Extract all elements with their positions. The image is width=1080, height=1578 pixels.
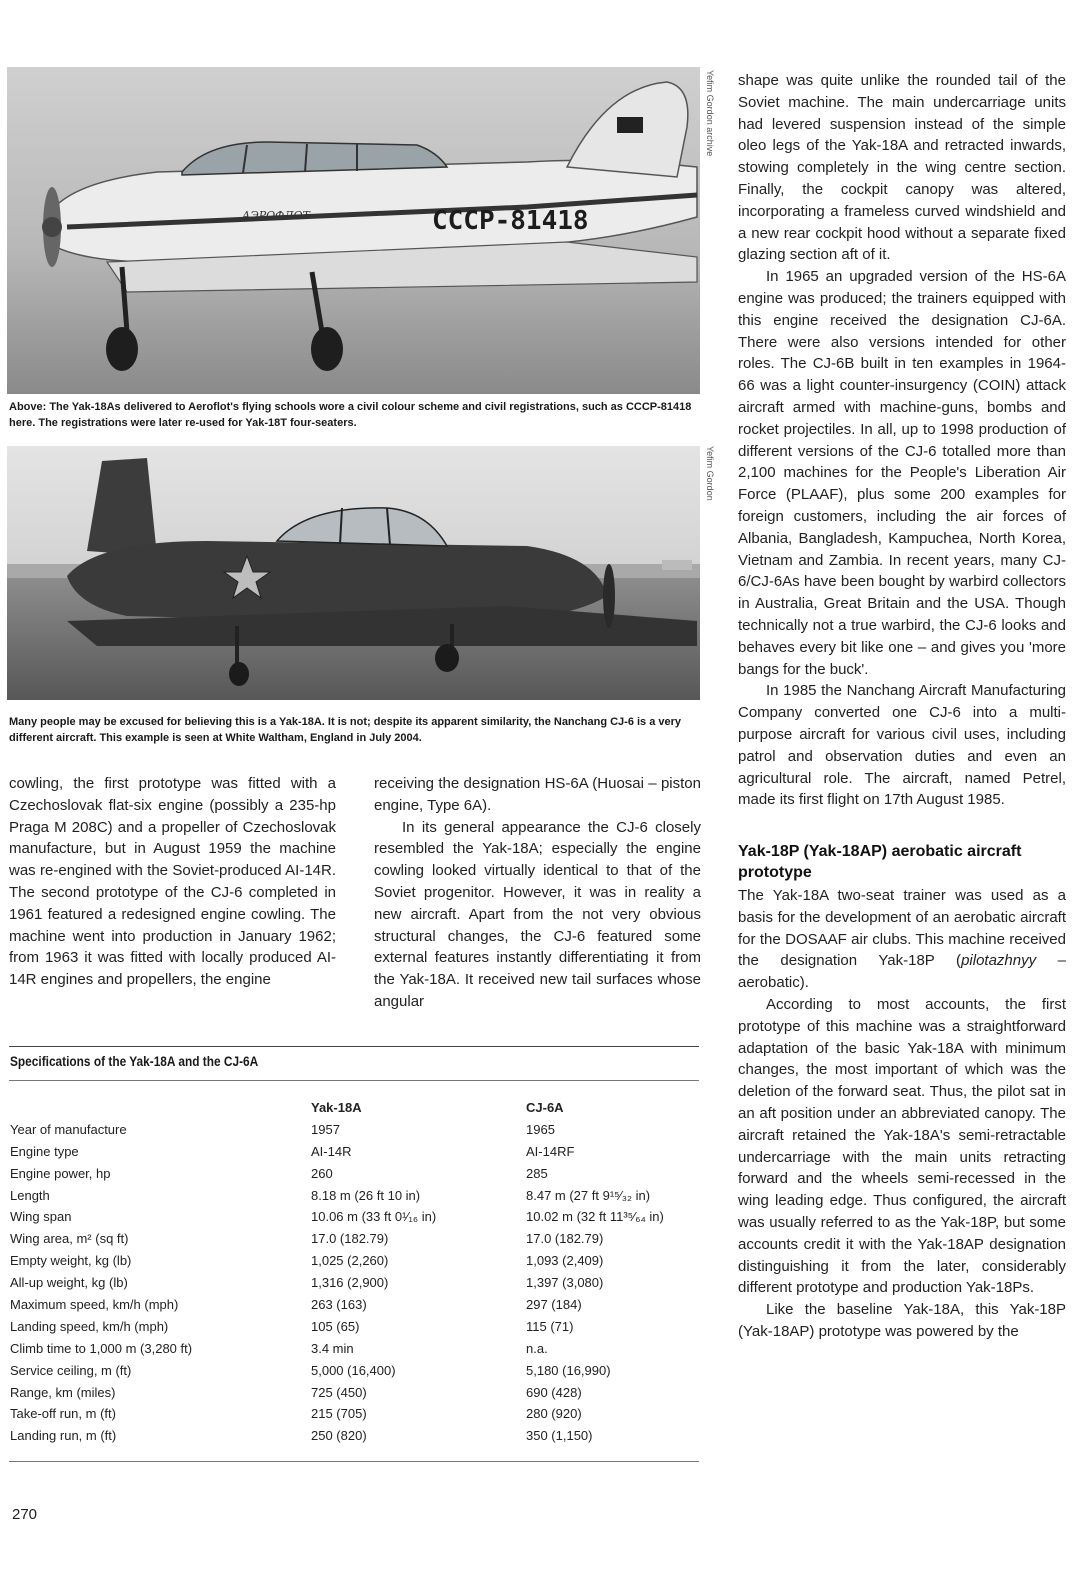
spec-value-cell: 10.06 m (33 ft 0¹⁄₁₆ in)	[311, 1209, 437, 1225]
table-row	[10, 1144, 696, 1166]
table-row	[10, 1406, 696, 1428]
spec-value-cell: 260	[311, 1165, 333, 1181]
spec-value-cell: 263 (163)	[311, 1297, 367, 1313]
table-header-cell: CJ-6A	[526, 1100, 564, 1115]
col3-paragraph-3: In 1985 the Nanchang Aircraft Manufacturing Company converted one CJ-6 into a multi-purpose aircraft for various civil uses, including patrol and observation duties and even an agricultural role. The aircraft, named Petrel, made its first flight on 17th August 1985.	[738, 682, 1066, 809]
spec-label-cell: Wing area, m² (sq ft)	[10, 1231, 129, 1247]
spec-label-cell: Engine type	[10, 1143, 79, 1159]
table-row	[10, 1341, 696, 1363]
col3-paragraph-1: shape was quite unlike the rounded tail of the Soviet machine. The main undercarriage units had levered suspension instead of the simple oleo legs of the Yak-18A and retracted inwards, stowing completely in the wing centre section. Finally, the cockpit canopy was altered, incorporating a frameless curved windshield and a new rear cockpit hood without a separate fixed glazing section aft of it.	[738, 72, 1066, 264]
spec-label-cell: Maximum speed, km/h (mph)	[10, 1297, 179, 1313]
table-row	[10, 1122, 696, 1144]
photo2-caption: Many people may be excused for believing this is a Yak-18A. It is not; despite its apparent similarity, the Nanchang CJ-6 is a very different aircraft. This example is seen at White Waltham, England in July 2004.	[9, 716, 682, 744]
spec-value-cell: 5,000 (16,400)	[311, 1362, 396, 1378]
table-row	[10, 1428, 696, 1450]
spec-value-cell: 5,180 (16,990)	[526, 1362, 611, 1378]
spec-value-cell: 725 (450)	[311, 1384, 367, 1400]
spec-label-cell: Landing run, m (ft)	[10, 1428, 117, 1444]
spec-value-cell: 350 (1,150)	[526, 1428, 593, 1444]
spec-value-cell: 3.4 min	[311, 1340, 354, 1356]
spec-value-cell: 8.47 m (27 ft 9¹⁵⁄₃₂ in)	[526, 1187, 651, 1203]
spec-label-cell: All-up weight, kg (lb)	[10, 1275, 128, 1291]
col3-p4-end: – aerobatic).	[738, 952, 1066, 992]
col3-paragraph-2: In 1965 an upgraded version of the HS-6A engine was produced; the trainers equipped with this engine received the designation CJ-6A. There were also versions intended for other roles. The CJ-6B built in ten examples in 1964-66 was a light counter-insurgency (COIN) attack aircraft armed with machine-guns, bombs and rocket projectiles. In all, up to 1998 production of different versions of the CJ-6 totalled more than 2,100 machines for the People's Liberation Air Force (PLAAF), plus some 200 examples for foreign customers, including the air forces of Albania, Bangladesh, Kampuchea, North Korea, Vietnam and Zambia. In recent years, many CJ-6/CJ-6As have been bought by warbird collectors in Australia, Great Britain and the USA. Though technically not a true warbird, the CJ-6 looks and behaves every bit like one – and gives you 'more bangs for the buck'.	[738, 268, 1066, 678]
spec-label-cell: Length	[10, 1187, 50, 1203]
spec-table-title: Specifications of the Yak-18A and the CJ-6A	[10, 1054, 259, 1069]
spec-value-cell: 105 (65)	[311, 1318, 360, 1334]
col3-paragraph-4	[738, 885, 1066, 994]
col3-p4-emphasis: pilotazhnyy	[961, 952, 1037, 970]
photo-nanchang-cj-6	[7, 446, 700, 700]
spec-value-cell: 1,025 (2,260)	[311, 1253, 389, 1269]
spec-value-cell: 1,397 (3,080)	[526, 1275, 604, 1291]
table-row	[10, 1297, 696, 1319]
table-row	[10, 1209, 696, 1231]
spec-value-cell: 10.02 m (32 ft 11³⁵⁄₆₄ in)	[526, 1209, 664, 1225]
table-row	[10, 1253, 696, 1275]
spec-value-cell: 215 (705)	[311, 1406, 367, 1422]
text-column-2	[374, 773, 701, 1013]
registration-text: CCCP-81418	[432, 206, 589, 236]
spec-value-cell: 285	[526, 1165, 548, 1181]
col2-paragraph-1: receiving the designation HS-6A (Huosai – piston engine, Type 6A).	[374, 775, 701, 814]
table-header-row	[10, 1100, 696, 1122]
table-title-rule	[9, 1080, 699, 1081]
spec-value-cell: AI-14R	[311, 1143, 352, 1159]
spec-value-cell: 17.0 (182.79)	[311, 1231, 389, 1247]
photo2-credit: Yefim Gordon	[705, 446, 715, 501]
section-heading-yak-18p: Yak-18P (Yak-18AP) aerobatic aircraft prototype	[738, 843, 1022, 882]
spec-value-cell: n.a.	[526, 1340, 548, 1356]
spec-value-cell: 17.0 (182.79)	[526, 1231, 604, 1247]
col3-paragraph-5: According to most accounts, the first prototype of this machine was a straightforward adaptation of the basic Yak-18A with minimum changes, the most important of which was the deletion of the forward seat. Thus, the pilot sat in an aft position under an abbreviated canopy. The aircraft retained the Yak-18A's semi-retractable undercarriage with the main units retracting forward and the wheels semi-recessed in the wing leading edge. Thus configured, the aircraft was usually referred to as the Yak-18P, but some accounts credit it with the Yak-18AP designation distinguishing it from the later, considerably different prototype and production Yak-18Ps.	[738, 996, 1066, 1297]
table-row	[10, 1231, 696, 1253]
spec-value-cell: 1,093 (2,409)	[526, 1253, 604, 1269]
spec-label-cell: Climb time to 1,000 m (3,280 ft)	[10, 1340, 193, 1356]
spec-label-cell: Empty weight, kg (lb)	[10, 1253, 132, 1269]
spec-label-cell: Year of manufacture	[10, 1121, 127, 1137]
table-top-rule	[9, 1046, 699, 1047]
table-bottom-rule	[9, 1461, 699, 1462]
fuselage-lettering: АЭРОФЛОТ	[242, 209, 310, 222]
spec-value-cell: AI-14RF	[526, 1143, 575, 1159]
spec-value-cell: 250 (820)	[311, 1428, 367, 1444]
text-column-1	[9, 773, 336, 991]
table-row	[10, 1385, 696, 1407]
spec-label-cell: Engine power, hp	[10, 1165, 111, 1181]
col1-paragraph-1: cowling, the first prototype was fitted with a Czechoslovak flat-six engine (possibly a 235-hp Praga M 208C) and a propeller of Czechoslovak manufacture, but in August 1959 the machine was re-engined with the Soviet-produced AI-14R. The second prototype of the CJ-6 completed in 1961 featured a redesigned engine cowling. The machine went into production in January 1962; from 1963 it was fitted with locally produced AI-14R engines and propellers, the engine	[9, 775, 336, 989]
table-row	[10, 1275, 696, 1297]
text-column-3	[738, 70, 1066, 1343]
spec-value-cell: 280 (920)	[526, 1406, 582, 1422]
spec-value-cell: 8.18 m (26 ft 10 in)	[311, 1187, 421, 1203]
table-row	[10, 1166, 696, 1188]
table-row	[10, 1319, 696, 1341]
spec-label-cell: Service ceiling, m (ft)	[10, 1362, 132, 1378]
table-header-cell: Yak-18A	[311, 1100, 362, 1115]
photo1-caption: Above: The Yak-18As delivered to Aeroflot's flying schools wore a civil colour scheme and civil registrations, such as CCCP-81418 here. The registrations were later re-used for Yak-18T four-seaters.	[9, 401, 692, 429]
spec-label-cell: Take-off run, m (ft)	[10, 1406, 116, 1422]
table-row	[10, 1188, 696, 1210]
photo1-credit: Yefim Gordon archive	[705, 70, 715, 157]
spec-value-cell: 115 (71)	[526, 1318, 574, 1334]
spec-label-cell: Wing span	[10, 1209, 72, 1225]
spec-label-cell: Landing speed, km/h (mph)	[10, 1318, 169, 1334]
page-number: 270	[12, 1506, 38, 1523]
col3-p4-text: The Yak-18A two-seat trainer was used as a basis for the development of an aerobatic aircraft for the DOSAAF air clubs. This machine received the designation Yak-18P (	[738, 887, 1066, 970]
col3-paragraph-6: Like the baseline Yak-18A, this Yak-18P (Yak-18AP) prototype was powered by the	[738, 1301, 1066, 1341]
photo-yak-18a-aeroflot	[7, 67, 700, 394]
table-row	[10, 1363, 696, 1385]
spec-value-cell: 1965	[526, 1121, 555, 1137]
spec-value-cell: 1957	[311, 1121, 340, 1137]
spec-value-cell: 1,316 (2,900)	[311, 1275, 389, 1291]
spec-label-cell: Range, km (miles)	[10, 1384, 116, 1400]
specifications-table	[10, 1100, 696, 1450]
spec-value-cell: 690 (428)	[526, 1384, 582, 1400]
table-header-cell	[10, 1100, 311, 1122]
col2-paragraph-2: In its general appearance the CJ-6 closely resembled the Yak-18A; especially the engine cowling looked virtually identical to that of the Soviet progenitor. However, it was in reality a new aircraft. Apart from the not very obvious structural changes, the CJ-6 featured some external features instantly differentiating it from the Yak-18A. It received new tail surfaces whose angular	[374, 818, 701, 1010]
spec-value-cell: 297 (184)	[526, 1297, 582, 1313]
